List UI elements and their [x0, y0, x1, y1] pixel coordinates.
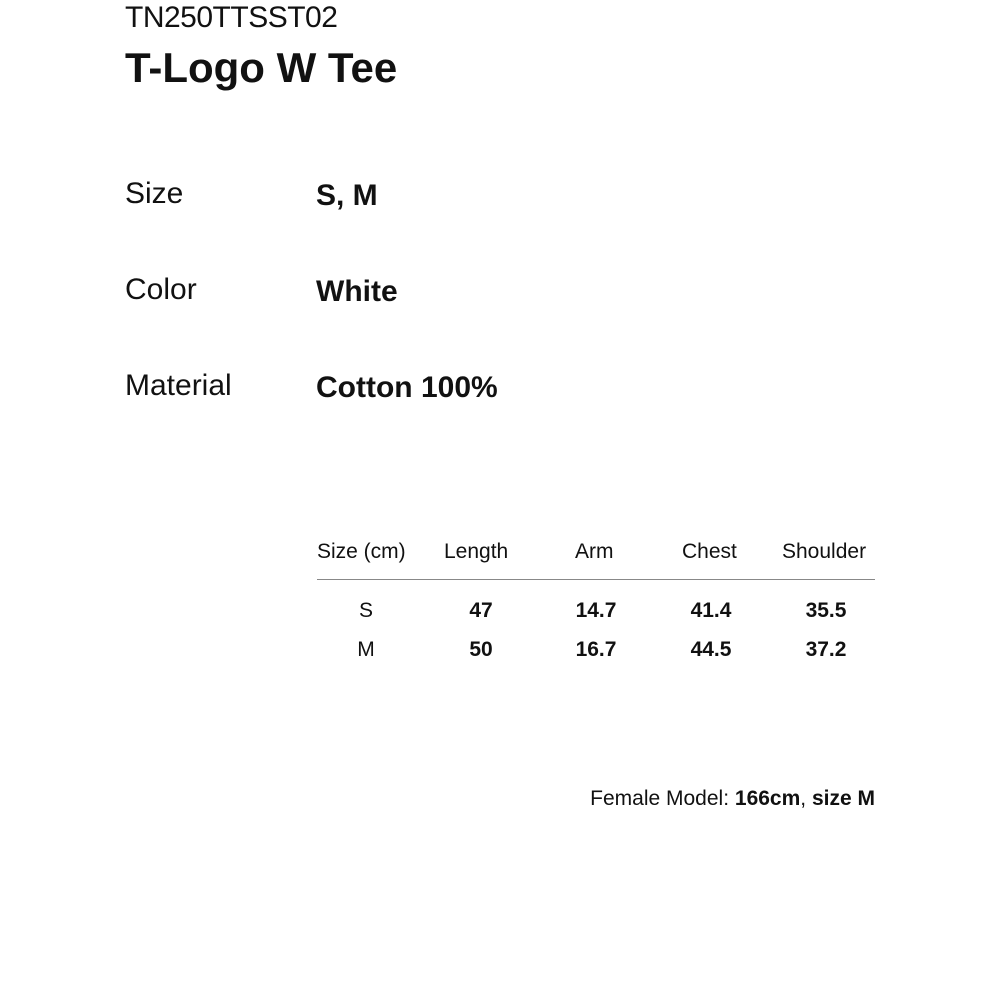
header-arm: Arm: [575, 540, 614, 563]
model-note-prefix: Female Model:: [590, 787, 730, 810]
cell-chest: 41.4: [690, 599, 732, 622]
size-table-header: [317, 535, 875, 580]
spec-material-label: Material: [125, 369, 232, 402]
cell-size: M: [357, 638, 375, 661]
model-note-separator: ,: [800, 787, 807, 810]
cell-chest: 44.5: [690, 638, 732, 661]
cell-shoulder: 37.2: [805, 638, 847, 661]
size-table: [317, 535, 875, 676]
spec-color-value: White: [316, 275, 398, 308]
model-size: size M: [811, 787, 875, 810]
header-size: Size (cm): [317, 540, 406, 563]
spec-color-label: Color: [125, 273, 197, 306]
cell-shoulder: 35.5: [805, 599, 847, 622]
table-row: [317, 598, 875, 637]
header-length: Length: [444, 540, 509, 563]
model-note: [590, 786, 875, 812]
cell-length: 47: [469, 599, 493, 622]
model-height: 166cm: [734, 787, 801, 810]
cell-arm: 16.7: [575, 638, 617, 661]
header-chest: Chest: [682, 540, 737, 563]
spec-color-row: [125, 272, 825, 312]
cell-size: S: [358, 599, 373, 622]
spec-material-value: Cotton 100%: [316, 371, 498, 404]
spec-size-label: Size: [125, 177, 184, 210]
spec-size-row: [125, 176, 825, 216]
spec-size-value: S, M: [316, 179, 378, 212]
cell-length: 50: [469, 638, 493, 661]
header-shoulder: Shoulder: [782, 540, 867, 563]
cell-arm: 14.7: [575, 599, 617, 622]
spec-material-row: [125, 368, 825, 408]
product-title: T-Logo W Tee: [125, 44, 398, 91]
product-code: TN250TTSST02: [125, 1, 338, 34]
table-row: [317, 637, 875, 676]
